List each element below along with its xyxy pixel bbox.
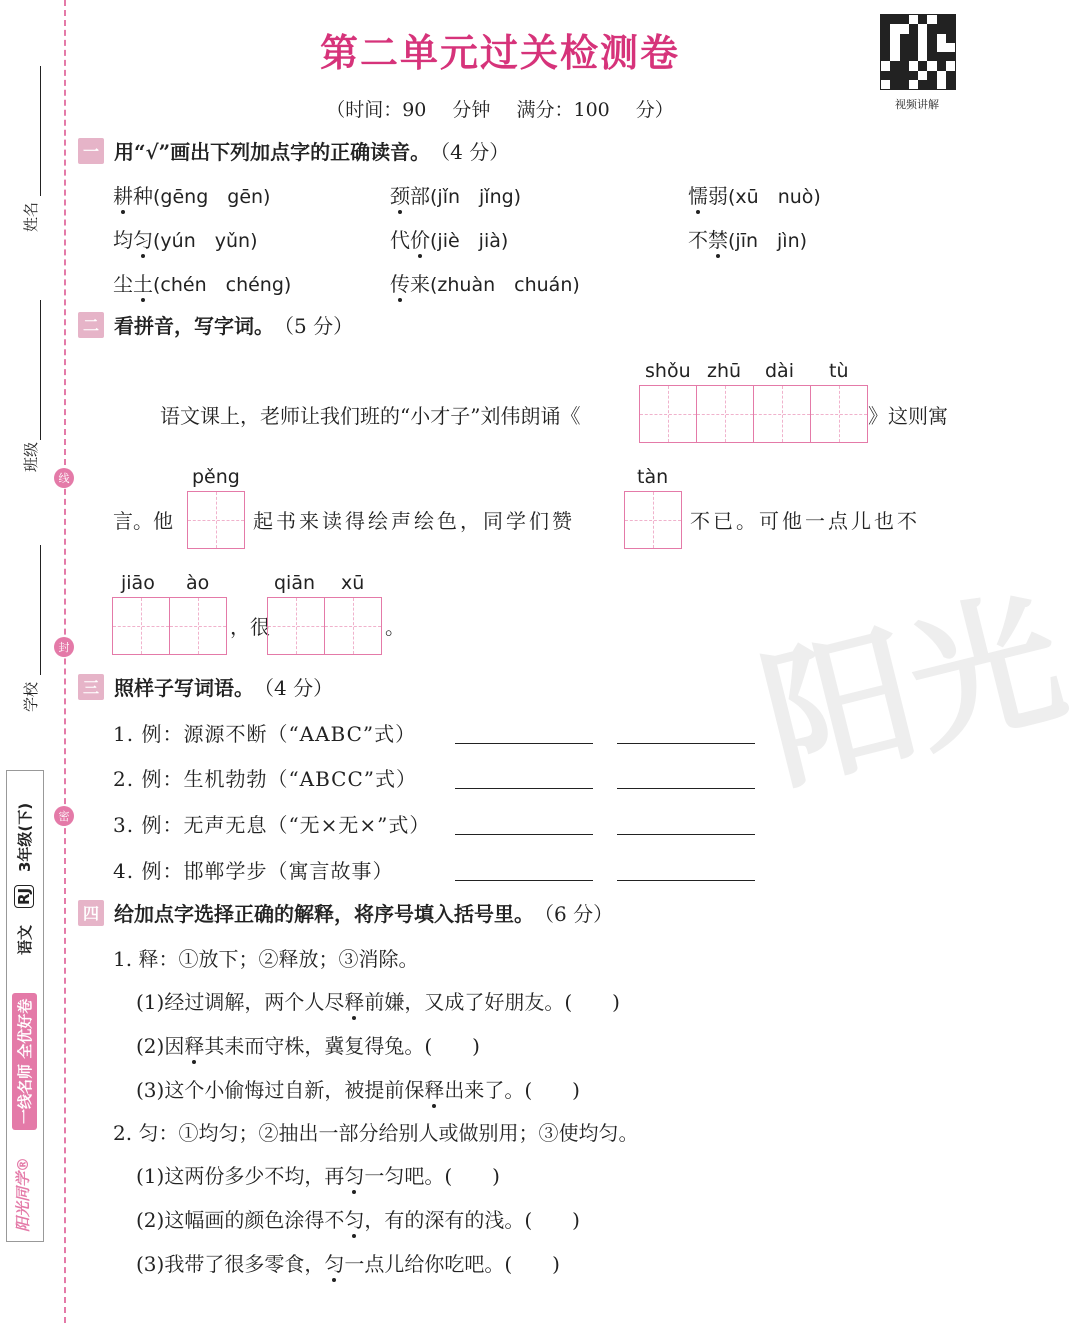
page-title: 第二单元过关检测卷 <box>319 31 680 75</box>
pinyin-options[interactable]: (jǐn jǐng) <box>430 186 522 208</box>
qr-module <box>927 34 936 43</box>
s4-question-1: 1. 释：①放下；②释放；③消除。 <box>113 947 419 971</box>
book-series: 一线名师 全优好卷 <box>12 993 37 1130</box>
qr-module <box>927 15 936 24</box>
dotted-char: 传 <box>390 272 410 296</box>
s1-item <box>390 268 580 297</box>
writing-grid-peng[interactable] <box>188 491 245 549</box>
qr-module <box>900 52 909 61</box>
qr-module <box>937 61 946 70</box>
writing-cell[interactable] <box>696 385 754 443</box>
s4-sub-item <box>136 1204 580 1233</box>
passage-line-2b: 起书来读得绘声绘色，同学们赞 <box>253 509 575 533</box>
s4-question-2: 2. 匀：①均匀；②抽出一部分给别人或做别用；③使均匀。 <box>113 1121 639 1145</box>
qr-module <box>881 15 890 24</box>
answer-blank[interactable] <box>617 742 755 744</box>
dotted-char: 不 <box>688 228 708 252</box>
pinyin: jiāo <box>121 572 155 594</box>
passage-line-1a: 语文课上，老师让我们班的“小才子”刘伟朗诵《 <box>160 404 581 428</box>
answer-blank[interactable] <box>617 833 755 835</box>
dotted-char: 匀 <box>344 1164 365 1188</box>
qr-module <box>909 15 918 24</box>
dotted-char: 尘 <box>113 272 133 296</box>
school-label: 学校 <box>22 681 40 712</box>
sentence-text: (2)因 <box>136 1034 185 1058</box>
sentence-text: (2)这幅画的颜色涂得不 <box>136 1208 345 1232</box>
dotted-char: 代 <box>390 228 410 252</box>
section-2-heading <box>78 310 353 339</box>
dotted-char: 释 <box>424 1078 445 1102</box>
qr-module <box>927 71 936 80</box>
qr-module <box>909 43 918 52</box>
qr-module <box>946 80 955 89</box>
qr-module <box>900 61 909 70</box>
dotted-char: 懦 <box>688 184 708 208</box>
sentence-text[interactable]: 其耒而守株，冀复得兔。( ) <box>204 1034 480 1058</box>
name-rule <box>40 66 41 196</box>
qr-module <box>890 15 899 24</box>
s4-sub-item <box>136 1248 560 1277</box>
qr-module <box>890 71 899 80</box>
pinyin-options[interactable]: (jiè jià) <box>430 230 509 252</box>
qr-module <box>937 24 946 33</box>
qr-module <box>881 24 890 33</box>
sentence-text: (3)我带了很多零食， <box>136 1252 325 1276</box>
qr-module <box>946 34 955 43</box>
name-label: 姓名 <box>22 201 40 232</box>
section-1-points: （4 分） <box>430 140 510 164</box>
dotted-char: 均 <box>113 228 133 252</box>
passage-line-3b: 。 <box>385 615 405 639</box>
sentence-text[interactable]: 前嫌，又成了好朋友。( ) <box>364 990 620 1014</box>
section-4-points: （6 分） <box>534 902 614 926</box>
qr-module <box>900 80 909 89</box>
qr-module <box>909 24 918 33</box>
writing-cell[interactable] <box>112 597 170 655</box>
qr-module <box>937 52 946 61</box>
answer-blank[interactable] <box>617 787 755 789</box>
s3-item-1: 1. 例：源源不断（“AABC”式） <box>113 722 417 746</box>
qr-module <box>946 52 955 61</box>
qr-module <box>937 80 946 89</box>
pinyin: ào <box>186 572 210 594</box>
s4-sub-item <box>136 1160 500 1189</box>
qr-module <box>918 24 927 33</box>
pinyin: tàn <box>637 466 669 488</box>
qr-module <box>881 43 890 52</box>
writing-cell[interactable] <box>753 385 811 443</box>
watermark: 阳光 <box>746 570 1080 813</box>
char: 来 <box>410 272 430 296</box>
qr-module <box>900 34 909 43</box>
qr-module <box>927 24 936 33</box>
page-subtitle: （时间：90 分钟 满分：100 分） <box>326 99 674 121</box>
binding-line <box>64 0 66 1323</box>
s1-item <box>390 224 508 253</box>
class-label: 班级 <box>22 441 40 472</box>
char: 种 <box>133 184 153 208</box>
section-3-title: 照样子写词语。 <box>114 676 254 700</box>
qr-module <box>918 15 927 24</box>
qr-module <box>900 24 909 33</box>
s4-sub-item <box>136 1030 480 1059</box>
qr-module <box>918 71 927 80</box>
sentence-text: (3)这个小偷悔过自新，被提前保 <box>136 1078 425 1102</box>
qr-module <box>909 34 918 43</box>
s4-sub-item <box>136 1074 580 1103</box>
passage-line-2c: 不已。可他一点儿也不 <box>690 509 920 533</box>
writing-grid-tan[interactable] <box>625 491 682 549</box>
pinyin-options[interactable]: (chén chéng) <box>153 274 292 296</box>
pinyin: shǒu <box>645 360 691 382</box>
section-2-title: 看拼音，写字词。 <box>114 314 274 338</box>
char: 价 <box>410 228 430 252</box>
book-brand: 阳光同学® <box>14 1156 32 1232</box>
dotted-char: 释 <box>344 990 365 1014</box>
qr-module <box>909 52 918 61</box>
writing-cell[interactable] <box>624 491 682 549</box>
qr-module <box>890 24 899 33</box>
writing-cell[interactable] <box>267 597 325 655</box>
section-4-number: 四 <box>78 900 104 926</box>
answer-blank[interactable] <box>617 879 755 881</box>
sentence-text: (1)这两份多少不均，再 <box>136 1164 345 1188</box>
mark-seal: 封 <box>54 637 74 657</box>
qr-module <box>946 71 955 80</box>
qr-module <box>918 52 927 61</box>
s1-item <box>113 224 257 253</box>
pinyin: qiān <box>274 572 316 594</box>
qr-module <box>881 80 890 89</box>
book-subject: 语文 <box>16 924 34 955</box>
section-1-heading <box>78 136 509 165</box>
section-3-heading <box>78 672 333 701</box>
s1-item <box>113 180 270 209</box>
qr-module <box>927 43 936 52</box>
section-3-number: 三 <box>78 674 104 700</box>
writing-cell[interactable] <box>187 491 245 549</box>
book-grade: 3年级(下) <box>16 802 34 872</box>
sentence-text[interactable]: ，有的深有的浅。( ) <box>364 1208 580 1232</box>
pinyin-options[interactable]: (gēng gēn) <box>153 186 271 208</box>
section-3-points: （4 分） <box>254 676 334 700</box>
qr-code-icon[interactable] <box>880 14 956 90</box>
qr-module <box>890 61 899 70</box>
qr-module <box>918 80 927 89</box>
qr-module <box>927 80 936 89</box>
qr-module <box>918 61 927 70</box>
section-2-points: （5 分） <box>274 314 354 338</box>
sentence-text[interactable]: 一匀吧。( ) <box>364 1164 500 1188</box>
passage-line-3a: ，很 <box>230 615 270 639</box>
char: 土 <box>133 272 153 296</box>
qr-module <box>881 34 890 43</box>
qr-module <box>890 43 899 52</box>
qr-module <box>890 34 899 43</box>
s3-item-3: 3. 例：无声无息（“无×无×”式） <box>113 813 431 837</box>
writing-cell[interactable] <box>639 385 697 443</box>
class-rule <box>40 300 41 440</box>
qr-module <box>937 15 946 24</box>
qr-module <box>927 52 936 61</box>
qr-module <box>909 61 918 70</box>
writing-cell[interactable] <box>324 597 382 655</box>
qr-module <box>890 80 899 89</box>
pinyin: tù <box>829 360 849 382</box>
pinyin: xū <box>341 572 365 594</box>
qr-module <box>900 43 909 52</box>
s1-item <box>390 180 521 209</box>
mark-secret: 密 <box>54 806 74 826</box>
book-rj: RJ <box>14 885 34 908</box>
qr-module <box>881 52 890 61</box>
passage-line-2a: 言。他 <box>113 509 173 533</box>
qr-module <box>918 34 927 43</box>
pinyin-options[interactable]: (zhuàn chuán) <box>430 274 580 296</box>
sentence-text: (1)经过调解，两个人尽 <box>136 990 345 1014</box>
s1-item <box>688 224 807 253</box>
pinyin: pěng <box>192 466 240 488</box>
char: 匀 <box>133 228 153 252</box>
sentence-text[interactable]: 一点儿给你吃吧。( ) <box>344 1252 560 1276</box>
qr-module <box>946 24 955 33</box>
writing-cell[interactable] <box>169 597 227 655</box>
qr-module <box>937 43 946 52</box>
qr-module <box>900 15 909 24</box>
section-4-heading <box>78 898 613 927</box>
passage-line-1b: 》这则寓 <box>868 404 948 428</box>
s1-item <box>688 180 821 209</box>
answer-blank[interactable] <box>455 879 593 881</box>
section-2-number: 二 <box>78 312 104 338</box>
sentence-text[interactable]: 出来了。( ) <box>444 1078 580 1102</box>
qr-module <box>946 43 955 52</box>
mark-line: 线 <box>54 468 74 488</box>
answer-blank[interactable] <box>455 742 593 744</box>
s3-item-2: 2. 例：生机勃勃（“ABCC”式） <box>113 767 418 791</box>
pinyin-options[interactable]: (yún yǔn) <box>153 230 258 252</box>
qr-module <box>918 43 927 52</box>
dotted-char: 释 <box>184 1034 205 1058</box>
qr-module <box>937 34 946 43</box>
qr-module <box>937 71 946 80</box>
qr-module <box>881 71 890 80</box>
pinyin-options[interactable]: (xū nuò) <box>728 186 821 208</box>
qr-caption: 视频讲解 <box>895 98 939 111</box>
qr-module <box>909 71 918 80</box>
school-rule <box>40 545 41 675</box>
section-4-title: 给加点字选择正确的解释，将序号填入括号里。 <box>114 902 534 926</box>
answer-blank[interactable] <box>455 787 593 789</box>
pinyin: zhū <box>707 360 742 382</box>
qr-module <box>927 61 936 70</box>
s1-item <box>113 268 291 297</box>
char: 禁 <box>708 228 728 252</box>
dotted-char: 颈 <box>390 184 410 208</box>
writing-grid-qianxu[interactable] <box>268 597 382 655</box>
qr-module <box>881 61 890 70</box>
qr-module <box>900 71 909 80</box>
pinyin: dài <box>765 360 794 382</box>
dotted-char: 匀 <box>324 1252 345 1276</box>
section-1-title: 用“√”画出下列加点字的正确读音。 <box>114 140 431 164</box>
s4-sub-item <box>136 986 620 1015</box>
qr-module <box>946 61 955 70</box>
qr-module <box>946 15 955 24</box>
qr-module <box>909 80 918 89</box>
dotted-char: 耕 <box>113 184 133 208</box>
qr-module <box>890 52 899 61</box>
s3-item-4: 4. 例：邯郸学步（寓言故事） <box>113 859 394 883</box>
char: 弱 <box>708 184 728 208</box>
char: 部 <box>410 184 430 208</box>
writing-grid-shouzhu-daitu[interactable] <box>640 385 868 443</box>
writing-cell[interactable] <box>810 385 868 443</box>
dotted-char: 匀 <box>344 1208 365 1232</box>
writing-grid-jiaoao[interactable] <box>113 597 227 655</box>
section-1-number: 一 <box>78 138 104 164</box>
pinyin-options[interactable]: (jīn jìn) <box>728 230 808 252</box>
answer-blank[interactable] <box>455 833 593 835</box>
